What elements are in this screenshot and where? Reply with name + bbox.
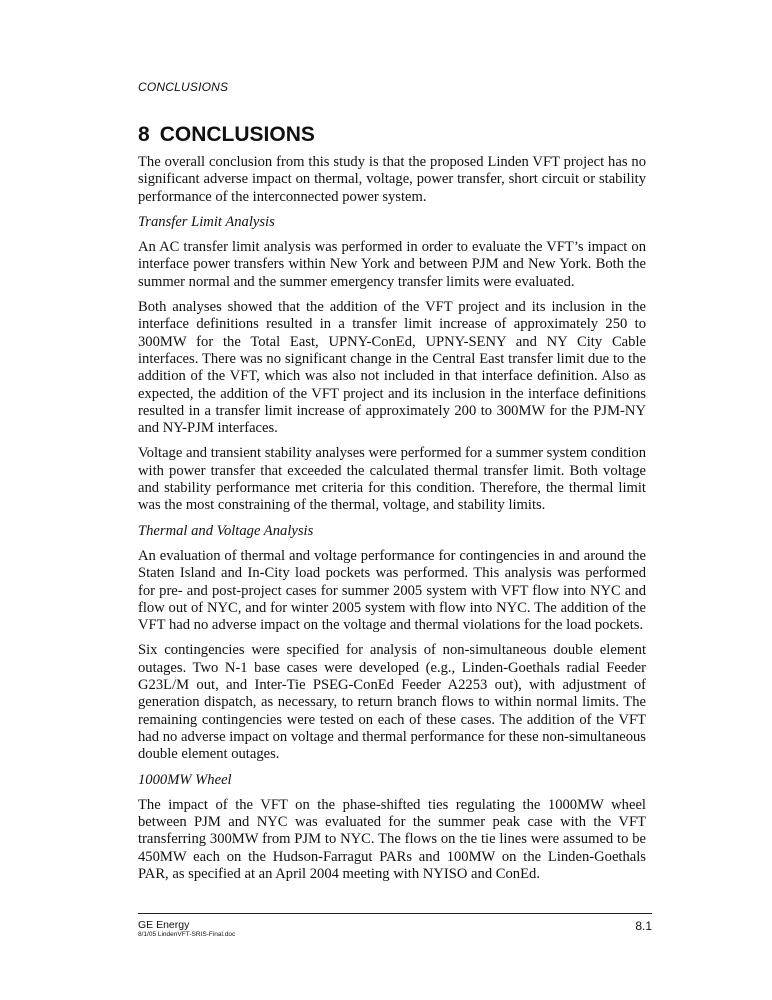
paragraph: Voltage and transient stability analyses were performed for a summer system condition with power transfer that exceeded the calculated thermal transfer limit. Both voltage and stability performance met criteria for this condition. Therefore, the thermal limit was the most constraining of the thermal, voltage, and stability limits. (138, 445, 646, 514)
section-title: CONCLUSIONS (159, 123, 315, 146)
section-heading (138, 122, 646, 148)
subheading-wheel: 1000MW Wheel (138, 771, 232, 788)
paragraph: Both analyses showed that the addition of the VFT project and its inclusion in the interface definitions resulted in a transfer limit increase of approximately 250 to 300MW for the Total East, UPNY-ConEd, UPNY-SENY and NY City Cable interfaces. There was no significant change in the Central East transfer limit due to the addition of the VFT, which was also not included in that interface definition. Also as expected, the addition of the VFT project and its inclusion in the interface definitions resulted in a transfer limit increase of approximately 200 to 300MW for the PJM-NY and NY-PJM interfaces. (138, 299, 646, 437)
running-header: CONCLUSIONS (138, 80, 229, 94)
paragraph: The overall conclusion from this study is that the proposed Linden VFT project has no significant adverse impact on thermal, voltage, power transfer, short circuit or stability performance of the interconnected power system. (138, 154, 646, 205)
paragraph: The impact of the VFT on the phase-shifted ties regulating the 1000MW wheel between PJM and NYC was evaluated for the summer peak case with the VFT transferring 300MW from PJM to NYC. The flows on the tie lines were assumed to be 450MW each on the Hudson-Farragut PARs and 100MW on the Linden-Goethals PAR, as specified at an April 2004 meeting with NYISO and ConEd. (138, 796, 646, 882)
footer-left (138, 919, 235, 939)
paragraph: An evaluation of thermal and voltage performance for contingencies in and around the Staten Island and In-City load pockets was performed. This analysis was performed for pre- and post-project cases for summer 2005 system with VFT flow into NYC and flow out of NYC, and for winter 2005 system with flow into NYC. The addition of the VFT had no adverse impact on the voltage and thermal violations for the load pockets. (138, 547, 646, 634)
page-body (138, 122, 646, 891)
footer-company: GE Energy (138, 919, 190, 931)
footer-divider (138, 913, 652, 914)
paragraph: An AC transfer limit analysis was performed in order to evaluate the VFT’s impact on interface power transfers within New York and between PJM and New York. Both the summer normal and the summer emergency transfer limits were evaluated. (138, 239, 646, 290)
footer-filename: 8/1/05 LindenVFT-SRIS-Final.doc (138, 931, 236, 938)
subheading-transfer-limit: Transfer Limit Analysis (138, 213, 275, 230)
page-number: 8.1 (635, 919, 652, 933)
section-number: 8 (138, 123, 150, 146)
paragraph: Six contingencies were specified for analysis of non-simultaneous double element outages. Two N-1 base cases were developed (e.g., Linden-Goethals radial Feeder G23L/M out, and Inter-Tie PSEG-ConEd Feeder A2253 out), with adjustment of generation dispatch, as necessary, to return branch flows to within normal limits. The remaining contingencies were tested on each of these cases. The addition of the VFT had no adverse impact on voltage and thermal performance for these non-simultaneous double element outages. (138, 642, 646, 763)
subheading-thermal-voltage: Thermal and Voltage Analysis (138, 522, 314, 539)
